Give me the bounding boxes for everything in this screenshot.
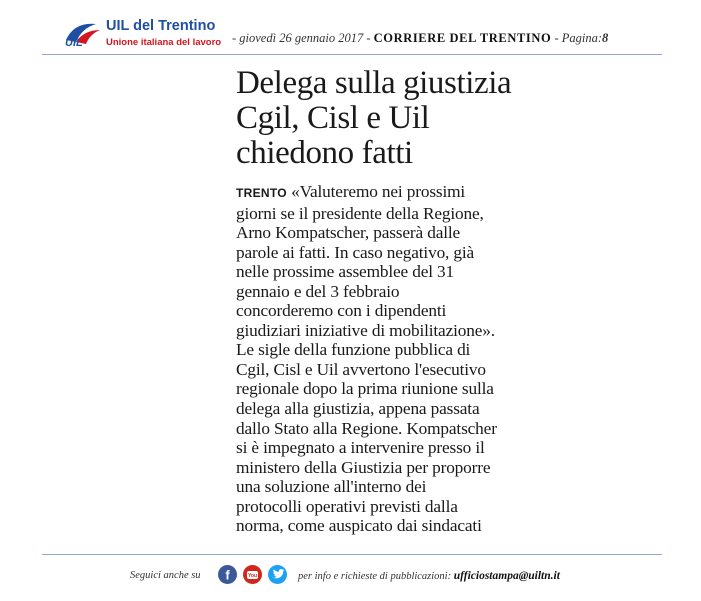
youtube-icon[interactable]: [243, 565, 262, 584]
uil-logo-icon: [62, 18, 104, 48]
body-line: una soluzione all'interno dei: [236, 477, 427, 497]
footer-divider: [42, 554, 662, 555]
follow-us-label: Seguici anche su: [130, 570, 201, 581]
body-line: Arno Kompatscher, passerà dalle: [236, 223, 461, 243]
header-divider: [42, 54, 662, 55]
twitter-icon[interactable]: [268, 565, 287, 584]
body-line: norma, come auspicato dai sindacati: [236, 516, 482, 536]
article-headline: [236, 66, 636, 171]
body-line: si è impegnato a intervenire presso il: [236, 438, 485, 458]
body-line: parole ai fatti. In caso negativo, già: [236, 242, 475, 262]
body-line: ministero della Giustizia per proporre: [236, 457, 491, 477]
headline-line: Cgil, Cisl e Uil: [236, 100, 430, 136]
body-line: gennaio e del 3 febbraio: [236, 281, 400, 301]
svg-text:UIL: UIL: [65, 37, 83, 48]
body-line: [236, 182, 552, 204]
uil-logo: [62, 16, 242, 50]
body-line: giorni se il presidente della Regione,: [236, 203, 484, 223]
body-line: delega alla giustizia, appena passata: [236, 399, 480, 419]
dateline: TRENTO: [236, 186, 287, 200]
body-line: concorderemo con i dipendenti: [236, 301, 447, 321]
page-number: 8: [602, 31, 609, 45]
page-label: - Pagina:: [554, 31, 603, 45]
body-line: dallo Stato alla Regione. Kompatscher: [236, 418, 497, 438]
body-line: protocolli operativi previsti dalla: [236, 496, 458, 516]
body-line: nelle prossime assemblee del 31: [236, 262, 455, 282]
body-line: giudiziari iniziative di mobilitazione».: [236, 320, 495, 340]
newspaper-name: CORRIERE DEL TRENTINO: [373, 31, 552, 45]
article-body: [236, 182, 552, 536]
logo-title: UIL del Trentino: [106, 18, 216, 34]
facebook-icon[interactable]: [218, 565, 237, 584]
body-line: Cgil, Cisl e Uil avvertono l'esecutivo: [236, 359, 486, 379]
publication-info: [232, 31, 608, 46]
body-line-text: «Valuteremo nei prossimi: [291, 182, 466, 201]
body-line: Le sigle della funzione pubblica di: [236, 340, 471, 360]
footer-info: [298, 570, 560, 582]
svg-text:f: f: [225, 567, 230, 583]
info-label: per info e richieste di pubblicazioni:: [298, 571, 452, 582]
headline-line: chiedono fatti: [236, 135, 413, 171]
headline-line: Delega sulla giustizia: [236, 65, 512, 101]
logo-subtitle: Unione italiana del lavoro: [106, 37, 222, 48]
body-line: regionale dopo la prima riunione sulla: [236, 379, 494, 399]
publication-date: - giovedì 26 gennaio 2017 -: [232, 31, 371, 45]
svg-text:You: You: [247, 573, 258, 580]
press-office-email-link[interactable]: ufficiostampa@uiltn.it: [453, 570, 560, 582]
